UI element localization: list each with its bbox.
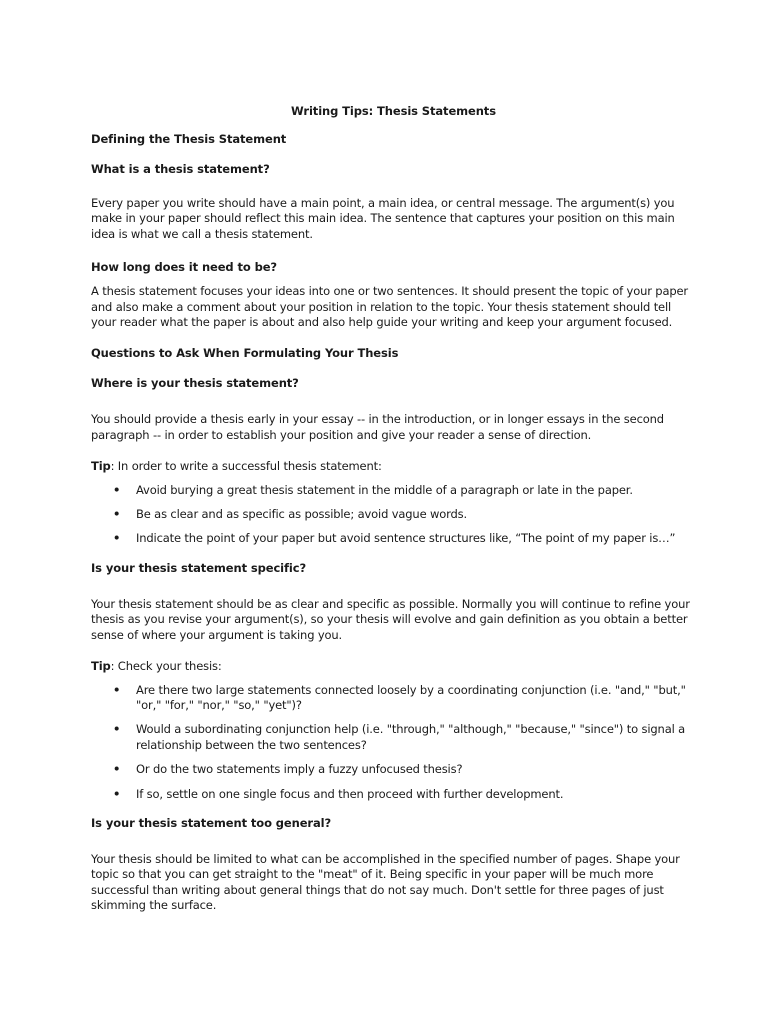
bullet-icon: • bbox=[113, 531, 121, 546]
paragraph-what-is: Every paper you write should have a main point, a main idea, or central message. The argument(s) you make in your paper should reflect this main idea. The sentence that captures your position on this main idea is what we call a thesis statement. bbox=[91, 196, 675, 241]
tip-label: Tip bbox=[91, 659, 111, 674]
list-item: • Would a subordinating conjunction help (i.e. "through," "although," "because," "since") to signal a relationship between the two sentences? bbox=[113, 722, 686, 752]
bullet-icon: • bbox=[113, 722, 121, 737]
question-heading-how-long: How long does it need to be? bbox=[91, 260, 277, 275]
list-item: • Are there two large statements connected loosely by a coordinating conjunction (i.e. "and," "but," "or," "for," "nor," "so," "yet")? bbox=[113, 682, 686, 712]
section-heading-defining: Defining the Thesis Statement bbox=[91, 132, 287, 146]
question-heading-specific: Is your thesis statement specific? bbox=[91, 560, 307, 575]
bullet-icon: • bbox=[113, 786, 121, 801]
paragraph-specific: Your thesis statement should be as clear and specific as possible. Normally you will continue to refine your thesis as you revise your argument(s), so your thesis will evolve and gain definition as you obtain a better sense of where your argument is taking you. bbox=[91, 596, 690, 642]
document-title: Writing Tips: Thesis Statements bbox=[291, 104, 496, 118]
list-item: • Avoid burying a great thesis statement in the middle of a paragraph or late in the paper. bbox=[113, 482, 633, 497]
tip-line-2 bbox=[91, 659, 696, 674]
section-heading-questions: Questions to Ask When Formulating Your Thesis bbox=[91, 346, 399, 361]
bullet-icon: • bbox=[113, 507, 121, 522]
tip-text: : In order to write a successful thesis statement: bbox=[110, 459, 382, 474]
tip1-bullet-list bbox=[91, 483, 696, 547]
bullet-icon: • bbox=[113, 682, 121, 697]
question-heading-where: Where is your thesis statement? bbox=[91, 376, 299, 391]
question-heading-too-general: Is your thesis statement too general? bbox=[91, 815, 332, 830]
paragraph-where: You should provide a thesis early in your essay -- in the introduction, or in longer essays in the second paragraph -- in order to establish your position and give your reader a sense of direction. bbox=[91, 412, 664, 442]
tip-line-1 bbox=[91, 459, 696, 474]
list-item: • Indicate the point of your paper but avoid sentence structures like, “The point of my paper is…” bbox=[113, 531, 676, 546]
bullet-icon: • bbox=[113, 762, 121, 777]
tip-text: : Check your thesis: bbox=[110, 659, 222, 674]
list-item: • If so, settle on one single focus and then proceed with further development. bbox=[113, 786, 564, 801]
list-item: • Or do the two statements imply a fuzzy unfocused thesis? bbox=[113, 762, 463, 777]
question-heading-what-is: What is a thesis statement? bbox=[91, 162, 270, 176]
bullet-icon: • bbox=[113, 482, 121, 497]
paragraph-how-long: A thesis statement focuses your ideas into one or two sentences. It should present the topic of your paper and also make a comment about your position in relation to the topic. Your thesis statement should tell your reader what the paper is about and also help guide your writing and keep your argument focused. bbox=[91, 284, 689, 330]
paragraph-too-general: Your thesis should be limited to what can be accomplished in the specified number of pages. Shape your topic so that you can get straight to the "meat" of it. Being specific in your paper will be much more successful than writing about general things that do not say much. Don't settle for three pages of just skimming the surface. bbox=[91, 851, 680, 913]
tip2-bullet-list bbox=[91, 683, 696, 802]
tip-label: Tip bbox=[91, 459, 111, 474]
list-item: • Be as clear and as specific as possible; avoid vague words. bbox=[113, 507, 468, 522]
